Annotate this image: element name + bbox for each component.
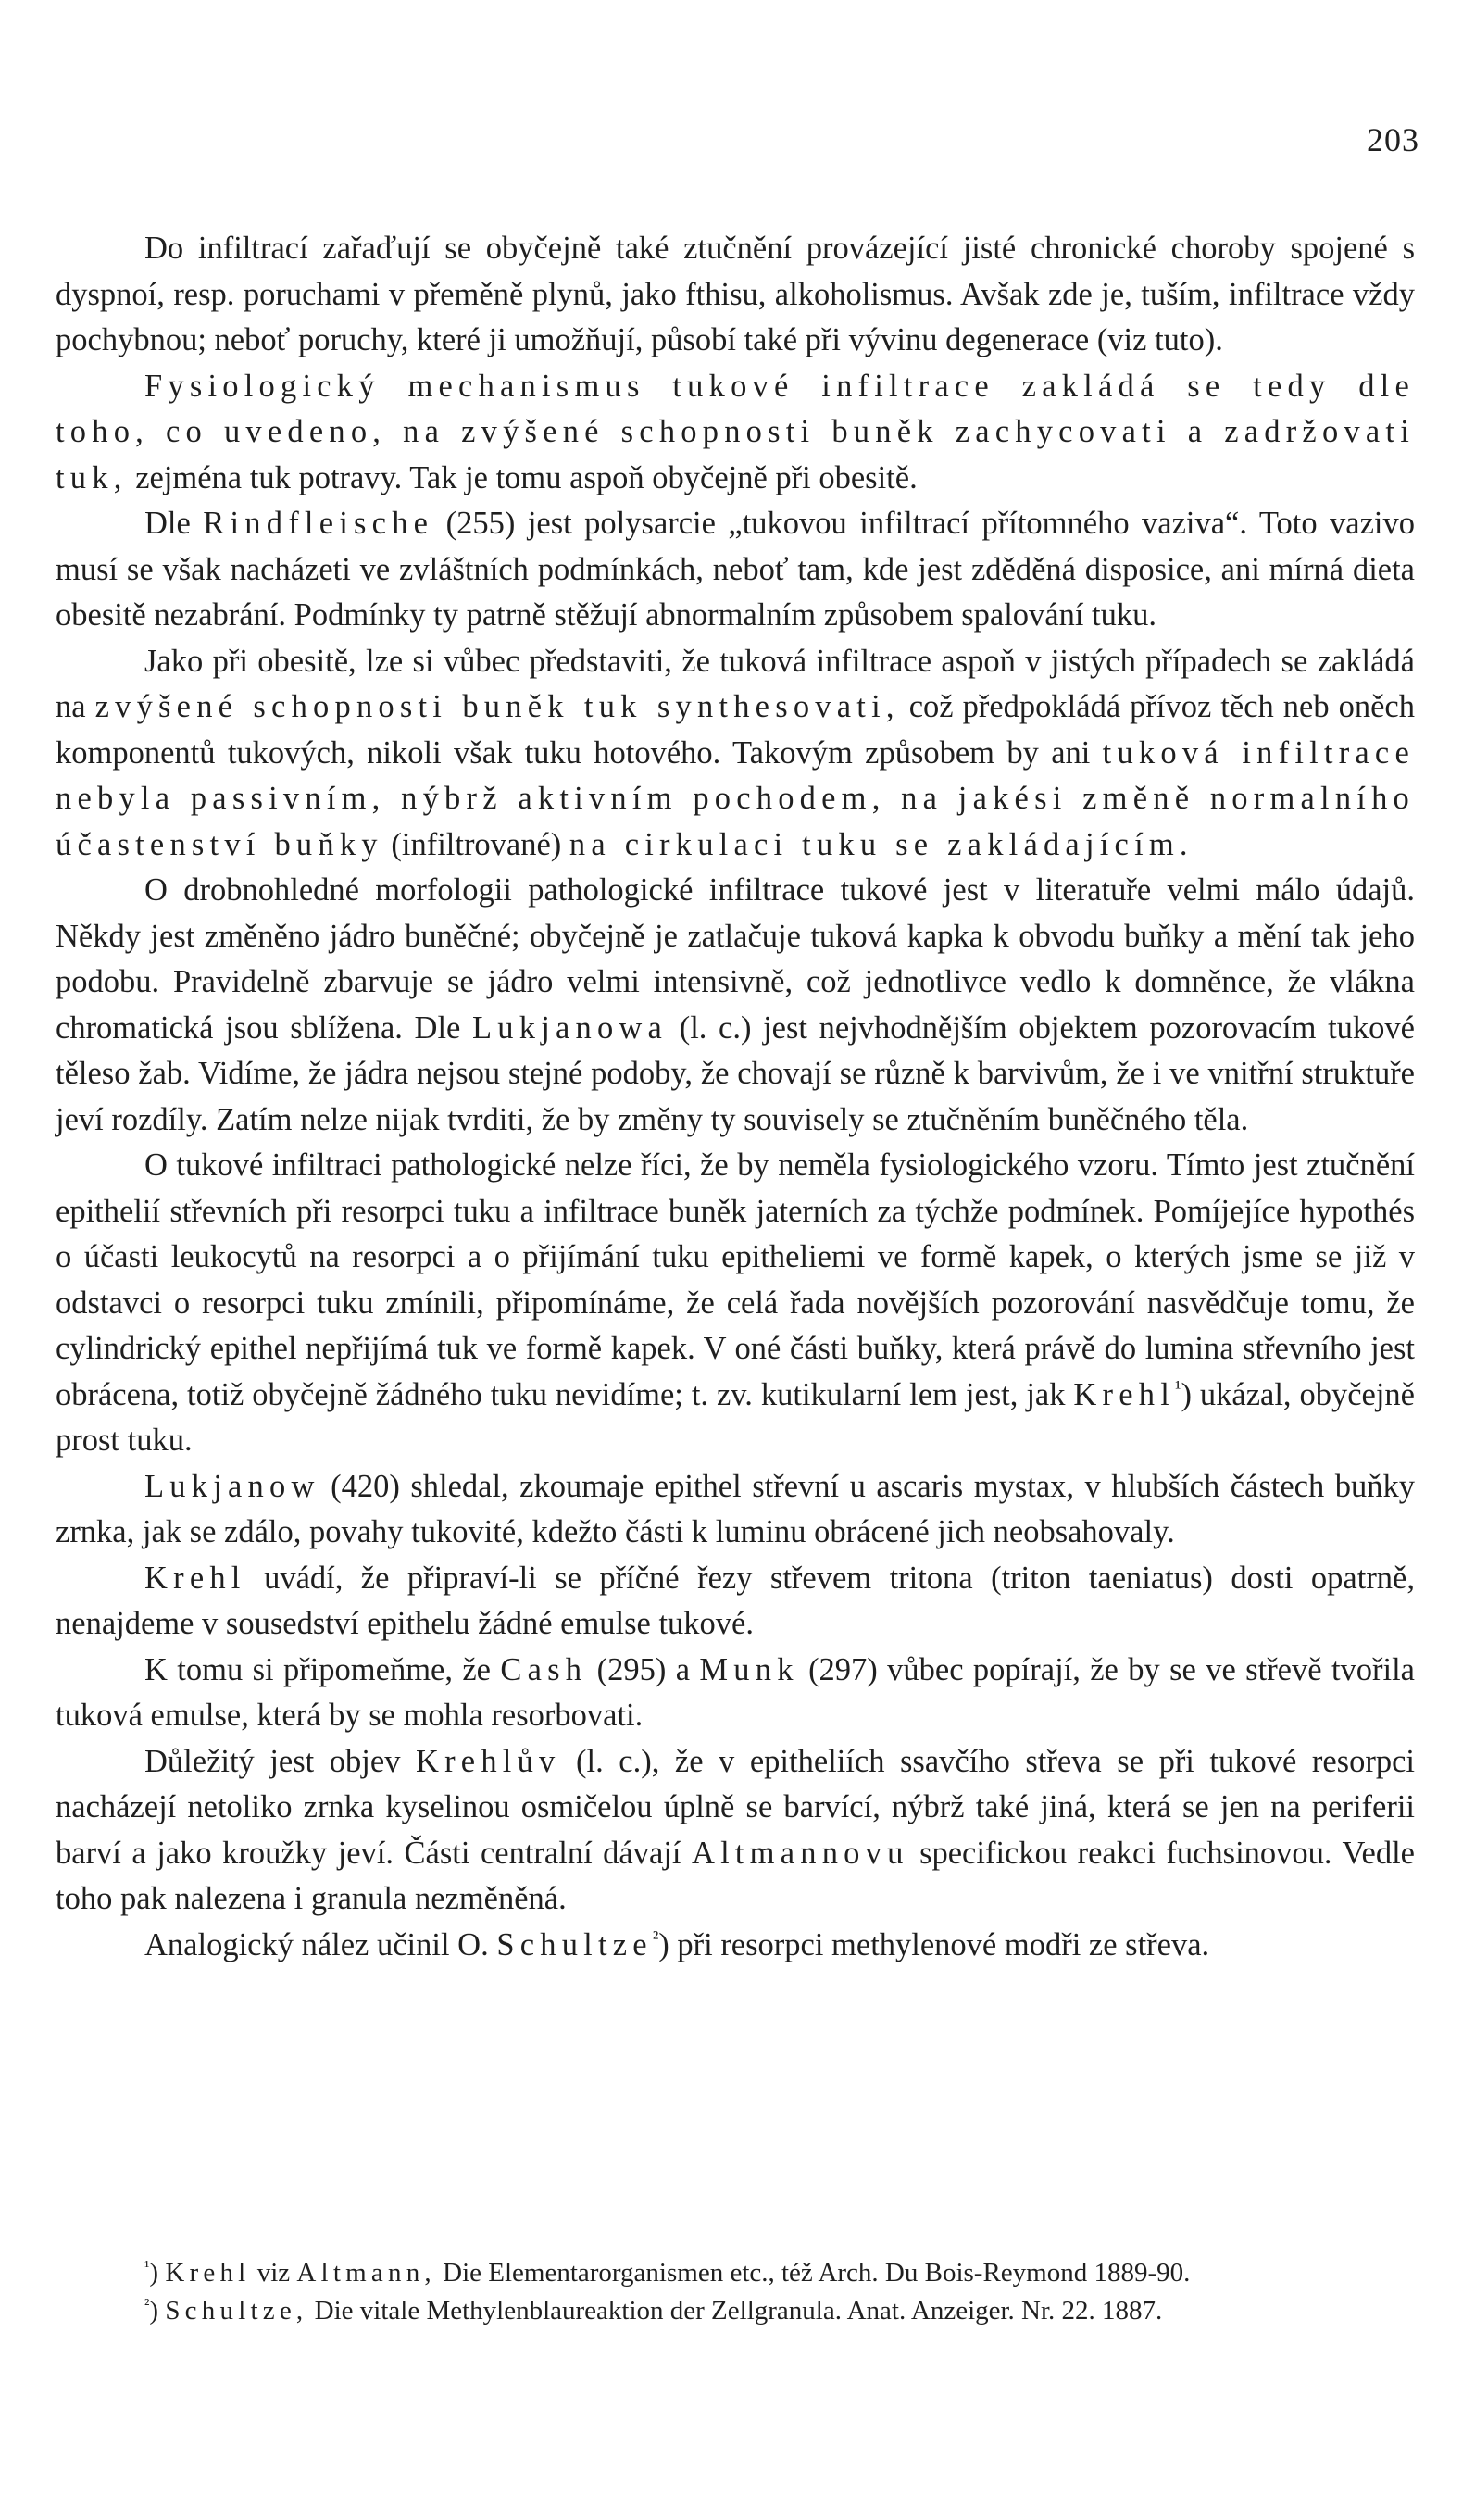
spaced-name: na cirkulaci tuku se zakládajícím. <box>569 826 1194 862</box>
spaced-name: Krehl <box>165 2258 251 2288</box>
footnote-2 <box>56 2292 1415 2330</box>
spaced-name: Cash <box>500 1651 588 1687</box>
text-run: Dle <box>144 506 204 541</box>
text-run: (l. c.), že v epitheliích ssavčího střeva se při tukové resorpci nacházejí netoliko zrnka kyselinou osmičelou úplně se barvící, nýbrž také jiná, která se jen na periferii barví a jako kroužky jeví. Části centralní dávají <box>56 1743 1415 1871</box>
paragraph-9 <box>56 1648 1415 1739</box>
text-run: ) <box>149 2296 166 2326</box>
spaced-name: Rindfleische <box>203 506 434 541</box>
spaced-name: Krehl <box>144 1560 246 1596</box>
text-run: což předpokládá přívoz těch neb oněch komponentů tukových, nikoli však tuku hotového. Takovým způsobem by ani <box>56 689 1415 771</box>
spaced-name: zvýšené schopnosti buněk tuk synthesovati, <box>94 689 900 724</box>
text-run: (infiltrované) <box>382 826 569 862</box>
paragraph-10 <box>56 1739 1415 1923</box>
paragraph-11 <box>56 1923 1415 1969</box>
footnote-marker: ¹ <box>144 2257 150 2276</box>
text-run: O drobnohledné morfologii pathologické infiltrace tukové jest v literatuře velmi málo údajů. Někdy jest změněno jádro buněčné; obyčejně je zatlačuje tuková kapka k obvodu buňky a mění tak jeho podobu. Pravidelně zbarvuje se jádro velmi intensivně, což jednotlivce vedlo k domněnce, že vlákna chromatická jsou sblížena. Dle <box>56 872 1415 1046</box>
footnote-1 <box>56 2254 1415 2292</box>
text-run: (297) vůbec popírají, že by se ve střevě tvořila tuková emulse, která by se mohla resorbovati. <box>56 1651 1415 1733</box>
text-run: (l. c.) jest nejvhodnějším objektem pozorovacím tukové těleso žab. Vidíme, že jádra nejsou stejné podoby, že chovají se různě k barvivům, že i ve vnitřní struktuře jeví rozdíly. Zatím nelze nijak tvrditi, že by změny ty souvisely se ztučněním buněčného těla. <box>56 1009 1415 1137</box>
spaced-name: Fysiologický mechanismus tukové infiltrace zakládá se tedy dle toho, co uvedeno, na zvýšené schopnosti buněk zachycovati a zadržovati tuk, <box>56 368 1415 495</box>
text-run: ) ukázal, obyčejně prost tuku. <box>56 1376 1415 1458</box>
spaced-name: Munk <box>699 1651 799 1687</box>
text-run: Die Elementarorganismen etc., též Arch. Du Bois-Reymond 1889-90. <box>435 2258 1191 2288</box>
text-run: Analogický nález učinil O. <box>144 1926 497 1962</box>
text-run: Jako při obesitě, lze si vůbec představiti, že tuková infiltrace aspoň v jistých případech se zakládá na <box>56 643 1415 724</box>
footnotes <box>56 2254 1415 2330</box>
spaced-name: tuková infiltrace nebyla passivním, nýbrž aktivním pochodem, na jakési změně normalního účastenství buňky <box>56 734 1415 862</box>
paragraph-2 <box>56 364 1415 502</box>
text-run: (295) a <box>587 1651 700 1687</box>
text-run: ) <box>149 2258 166 2288</box>
footnote-marker: ² <box>144 2295 150 2314</box>
body-text <box>56 226 1415 1968</box>
text-run: specifickou reakci fuchsinovou. Vedle toho pak nalezena i granula nezměněná. <box>56 1835 1415 1916</box>
paragraph-4 <box>56 639 1415 869</box>
footnote-marker: ¹ <box>1175 1375 1181 1398</box>
footnote-marker: ² <box>652 1925 659 1949</box>
paragraph-6 <box>56 1143 1415 1464</box>
text-run: ) při resorpci methylenové modři ze střeva. <box>658 1926 1210 1962</box>
paragraph-8 <box>56 1556 1415 1648</box>
text-run: uvádí, že připraví-li se příčné řezy střevem tritona (triton taeniatus) dosti opatrně, nenajdeme v sousedství epithelu žádné emulse tukové. <box>56 1560 1415 1641</box>
paragraph-1 <box>56 226 1415 364</box>
text-run: Die vitale Methylenblaureaktion der Zellgranula. Anat. Anzeiger. Nr. 22. 1887. <box>307 2296 1163 2326</box>
text-run: O tukové infiltraci pathologické nelze říci, že by neměla fysiologického vzoru. Tímto jest ztučnění epithelií střevních při resorpci tuku a infiltrace buněk jaterních za týchže podmínek. Pomíjejíce hypothés o účasti leukocytů na resorpci a o přijímání tuku epitheliemi ve formě kapek, o kterých jsme se již v odstavci o resorpci tuku zmínili, připomínáme, že celá řada novějších pozorování nasvědčuje tomu, že cylindrický epithel nepřijímá tuk ve formě kapek. V oné části buňky, která právě do lumina střevního jest obrácena, totiž obyčejně žádného tuku nevidíme; t. zv. kutikularní lem jest, jak <box>56 1147 1415 1412</box>
text-run: K tomu si připomeňme, že <box>144 1651 501 1687</box>
spaced-name: Lukjanowa <box>471 1009 669 1046</box>
text-run: (255) jest polysarcie „tukovou infiltrací přítomného vaziva“. Toto vazivo musí se však nacházeti ve zvláštních podmínkách, neboť tam, kde jest zděděná disposice, ani mírná dieta obesitě nezabrání. Podmínky ty patrně stěžují abnormalním způsobem spalování tuku. <box>56 506 1415 633</box>
text-run: Do infiltrací zařaďují se obyčejně také ztučnění provázející jisté chronické choroby spojené s dyspnoí, resp. poruchami v přeměně plynů, jako fthisu, alkoholismus. Avšak zde je, tuším, infiltrace vždy pochybnou; neboť poruchy, které ji umožňují, působí také při vývinu degenerace (viz tuto). <box>56 231 1415 357</box>
paragraph-7 <box>56 1464 1415 1556</box>
paragraph-5 <box>56 868 1415 1143</box>
text-run: viz <box>250 2258 297 2288</box>
spaced-name: Krehl <box>1073 1376 1176 1412</box>
spaced-name: Altmannovu <box>691 1835 909 1871</box>
spaced-name: Altmann, <box>296 2258 436 2288</box>
spaced-name: Krehlův <box>415 1743 561 1779</box>
paragraph-3 <box>56 501 1415 639</box>
page-number: 203 <box>1367 121 1419 158</box>
spaced-name: Schultze <box>496 1926 653 1962</box>
spaced-name: Lukjanow <box>144 1468 320 1504</box>
spaced-name: Schultze, <box>165 2296 308 2326</box>
text-run: zejména tuk potravy. Tak je tomu aspoň obyčejně při obesitě. <box>127 459 918 495</box>
text-run: (420) shledal, zkoumaje epithel střevní u ascaris mystax, v hlubších částech buňky zrnka, jak se zdálo, povahy tukovité, kdežto části k luminu obrácené jich neobsahovaly. <box>56 1468 1415 1549</box>
text-run: Důležitý jest objev <box>144 1743 416 1779</box>
